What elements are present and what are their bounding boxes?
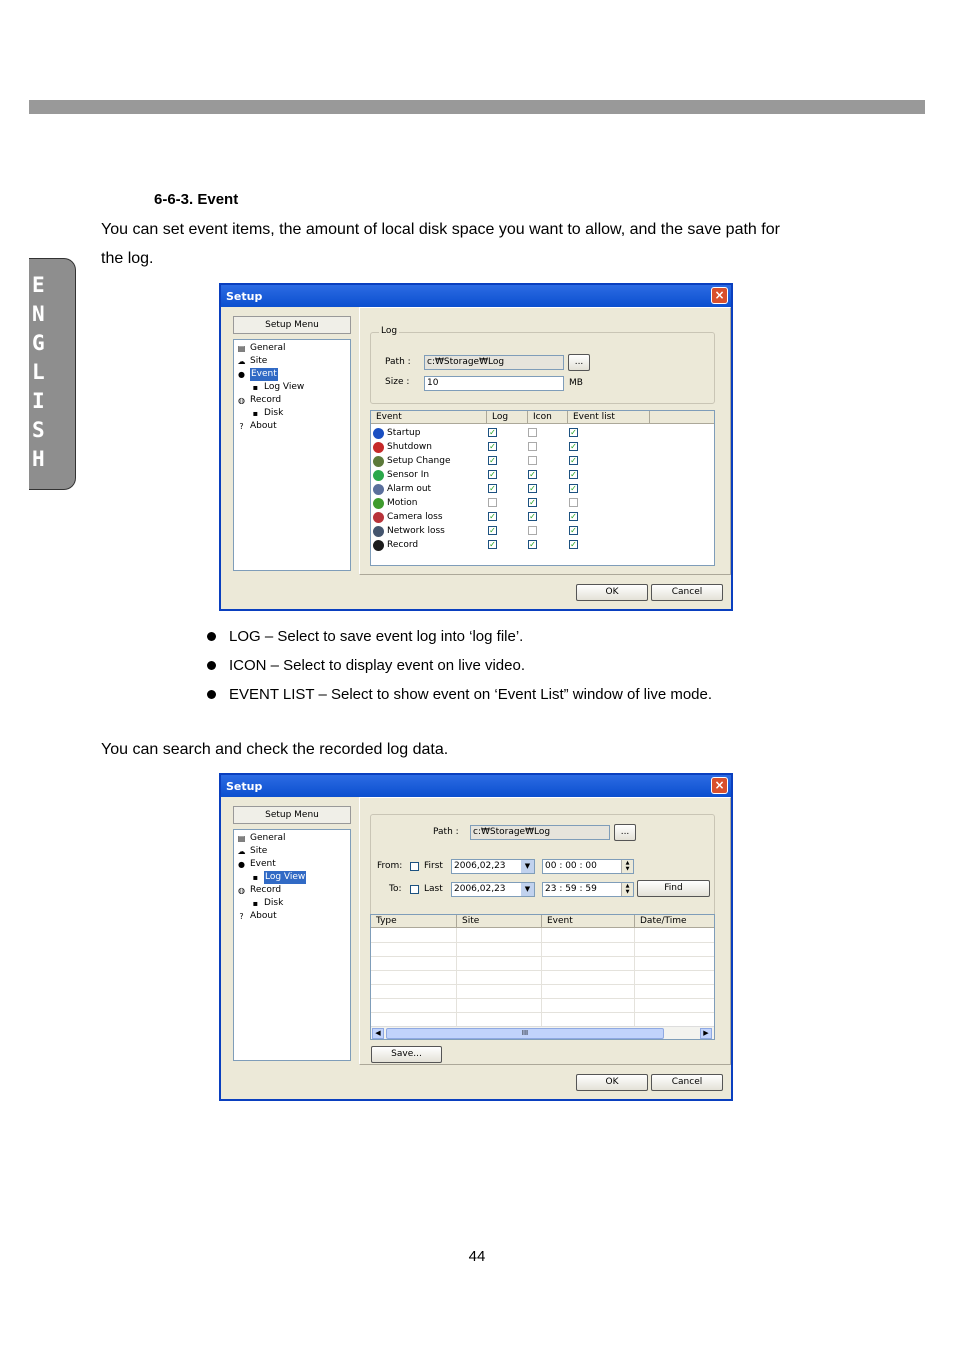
event-settings-pane xyxy=(359,307,731,575)
log-view-pane xyxy=(359,797,731,1065)
find-button[interactable]: Find xyxy=(637,880,710,897)
list-checkbox[interactable]: ✓ xyxy=(570,456,577,465)
icon-checkbox[interactable]: ✓ xyxy=(529,470,536,479)
spin-arrows-icon[interactable]: ▲ ▼ xyxy=(621,883,633,896)
language-side-tab xyxy=(29,258,76,490)
bullet-text: LOG – Select to save event log into ‘log file’. xyxy=(229,628,524,645)
last-label: Last xyxy=(424,884,443,894)
about-icon: ? xyxy=(239,421,244,431)
close-icon[interactable]: × xyxy=(711,777,728,794)
icon-checkbox[interactable] xyxy=(528,456,537,465)
column-header-event[interactable]: Event xyxy=(542,915,635,928)
tree-item-label: About xyxy=(250,911,277,921)
log-checkbox[interactable]: ✓ xyxy=(489,442,496,451)
event-name: Network loss xyxy=(387,526,445,536)
column-header-blank xyxy=(650,411,715,424)
grid-line xyxy=(371,942,715,943)
spin-arrows-icon[interactable]: ▲ ▼ xyxy=(621,860,633,873)
event-type-icon xyxy=(373,512,384,523)
to-time-value: 23 : 59 : 59 xyxy=(545,884,597,894)
side-tab-letter: I xyxy=(32,389,45,413)
size-unit: MB xyxy=(569,378,583,388)
log-group-label: Log xyxy=(381,326,398,336)
log-checkbox[interactable]: ✓ xyxy=(489,428,496,437)
log-checkbox[interactable]: ✓ xyxy=(489,540,496,549)
event-row[interactable] xyxy=(373,524,445,538)
path-label: Path : xyxy=(385,357,411,367)
side-tab-letter: N xyxy=(32,302,45,326)
setup-menu-tree xyxy=(233,339,351,571)
list-checkbox[interactable]: ✓ xyxy=(570,470,577,479)
bullet-dot-icon xyxy=(207,632,216,641)
tree-item-event[interactable] xyxy=(236,368,278,381)
icon-checkbox[interactable]: ✓ xyxy=(529,512,536,521)
tree-item-record[interactable] xyxy=(236,884,281,897)
path-label: Path : xyxy=(433,827,459,837)
log-checkbox[interactable]: ✓ xyxy=(489,526,496,535)
tree-item-label: Record xyxy=(250,395,282,405)
log-checkbox[interactable]: ✓ xyxy=(489,484,496,493)
icon-checkbox[interactable]: ✓ xyxy=(529,484,536,493)
tree-item-about[interactable] xyxy=(236,910,277,923)
column-header-icon[interactable]: Icon xyxy=(528,411,568,424)
bomb-icon: ● xyxy=(238,859,245,869)
bullet-text: ICON – Select to display event on live video. xyxy=(229,657,525,674)
bomb-icon: ● xyxy=(238,369,245,379)
tree-item-label: Event xyxy=(250,859,276,869)
event-list xyxy=(370,410,715,566)
search-group xyxy=(370,814,715,924)
icon-checkbox[interactable] xyxy=(528,442,537,451)
grid-line xyxy=(371,956,715,957)
event-type-icon xyxy=(373,526,384,537)
icon-checkbox[interactable]: ✓ xyxy=(529,540,536,549)
from-time-value: 00 : 00 : 00 xyxy=(545,861,597,871)
column-header-site[interactable]: Site xyxy=(457,915,542,928)
tree-item-general[interactable] xyxy=(236,832,285,845)
side-tab-letter: S xyxy=(32,418,45,442)
section-heading: 6-6-3. Event xyxy=(154,191,239,208)
icon-checkbox[interactable]: ✓ xyxy=(529,498,536,507)
event-name: Record xyxy=(387,540,419,550)
floppy-icon: ▪ xyxy=(252,382,259,392)
scroll-right-icon[interactable]: ▶ xyxy=(700,1028,712,1039)
side-tab-letter: E xyxy=(32,273,45,297)
general-icon: ▤ xyxy=(237,833,246,843)
tree-item-label: Log View xyxy=(265,872,306,882)
last-checkbox[interactable] xyxy=(410,885,419,894)
icon-checkbox[interactable] xyxy=(528,526,537,535)
from-label: From: xyxy=(377,861,403,871)
close-icon[interactable]: × xyxy=(711,287,728,304)
first-checkbox[interactable] xyxy=(410,862,419,871)
dialog-titlebar xyxy=(221,285,731,307)
ok-button[interactable]: OK xyxy=(576,1074,648,1091)
browse-button[interactable]: ... xyxy=(614,824,636,841)
option-bullet-list xyxy=(207,622,712,709)
event-type-icon xyxy=(373,428,384,439)
event-name: Camera loss xyxy=(387,512,443,522)
scroll-thumb[interactable]: III xyxy=(386,1028,664,1039)
horizontal-scrollbar[interactable] xyxy=(371,1026,714,1039)
event-type-icon xyxy=(373,442,384,453)
tree-item-label: Site xyxy=(250,846,268,856)
bullet-event-list xyxy=(207,680,712,709)
tree-item-label: Site xyxy=(250,356,268,366)
size-label: Size : xyxy=(385,377,410,387)
column-header-type[interactable]: Type xyxy=(371,915,457,928)
list-checkbox[interactable] xyxy=(569,498,578,507)
event-type-icon xyxy=(373,484,384,495)
tree-item-label: General xyxy=(250,833,286,843)
path-field[interactable]: c:₩Storage₩Log xyxy=(424,355,564,370)
icon-checkbox[interactable] xyxy=(528,428,537,437)
dialog-title: Setup xyxy=(226,780,263,793)
record-icon: ◍ xyxy=(238,395,245,405)
log-checkbox[interactable]: ✓ xyxy=(489,512,496,521)
event-row[interactable] xyxy=(373,538,418,552)
search-description: You can search and check the recorded log data. xyxy=(101,741,449,758)
tree-item-label: Log View xyxy=(264,382,305,392)
tree-item-general[interactable] xyxy=(236,342,285,355)
list-checkbox[interactable]: ✓ xyxy=(570,540,577,549)
page-number: 44 xyxy=(468,1248,486,1265)
event-row[interactable] xyxy=(373,454,451,468)
grid-line xyxy=(371,970,715,971)
side-tab-letter: H xyxy=(32,447,45,471)
save-button[interactable]: Save... xyxy=(371,1046,442,1063)
floppy-icon: ▪ xyxy=(252,408,259,418)
bullet-dot-icon xyxy=(207,661,216,670)
tree-item-record[interactable] xyxy=(236,394,281,407)
chevron-down-icon[interactable]: ▼ xyxy=(521,860,534,873)
floppy-icon: ▪ xyxy=(252,898,259,908)
tree-item-log-view[interactable] xyxy=(250,381,304,394)
column-header-date-time[interactable]: Date/Time xyxy=(635,915,715,928)
general-icon: ▤ xyxy=(237,343,246,353)
path-field[interactable]: c:₩Storage₩Log xyxy=(470,825,610,840)
to-date-picker[interactable] xyxy=(451,882,535,897)
event-row[interactable] xyxy=(373,496,418,510)
scroll-left-icon[interactable]: ◀ xyxy=(372,1028,384,1039)
setup-menu-header: Setup Menu xyxy=(233,316,351,334)
event-type-icon xyxy=(373,470,384,481)
tree-item-site[interactable] xyxy=(236,845,267,858)
grid-line xyxy=(371,998,715,999)
chevron-down-icon[interactable]: ▼ xyxy=(521,883,534,896)
to-time-spinner[interactable] xyxy=(542,882,634,897)
from-date-value: 2006,02,23 xyxy=(454,861,506,871)
site-icon: ☁ xyxy=(237,846,246,856)
from-date-picker[interactable] xyxy=(451,859,535,874)
setup-dialog-event xyxy=(219,283,733,611)
tree-item-site[interactable] xyxy=(236,355,267,368)
tree-item-disk[interactable] xyxy=(250,407,283,420)
to-date-value: 2006,02,23 xyxy=(454,884,506,894)
event-name: Alarm out xyxy=(387,484,432,494)
log-group xyxy=(370,326,715,404)
bullet-log xyxy=(207,622,712,651)
floppy-icon: ▪ xyxy=(252,872,259,882)
tree-item-event[interactable] xyxy=(236,858,276,871)
header-bar xyxy=(29,100,925,114)
to-label: To: xyxy=(389,884,402,894)
intro-line-2: the log. xyxy=(101,250,154,267)
size-field[interactable]: 10 xyxy=(424,376,564,391)
setup-dialog-log-view xyxy=(219,773,733,1101)
event-row[interactable] xyxy=(373,440,432,454)
tree-item-log-view[interactable] xyxy=(250,871,306,884)
log-checkbox[interactable]: ✓ xyxy=(489,470,496,479)
browse-button[interactable]: ... xyxy=(568,354,590,371)
dialog-titlebar xyxy=(221,775,731,797)
side-tab-letter: L xyxy=(32,360,45,384)
site-icon: ☁ xyxy=(237,356,246,366)
tree-item-label: About xyxy=(250,421,277,431)
about-icon: ? xyxy=(239,911,244,921)
bullet-text: EVENT LIST – Select to show event on ‘Event List” window of live mode. xyxy=(229,686,713,703)
setup-menu-tree xyxy=(233,829,351,1061)
tree-item-about[interactable] xyxy=(236,420,277,433)
dialog-title: Setup xyxy=(226,290,263,303)
tree-item-label: Disk xyxy=(264,408,284,418)
log-checkbox[interactable] xyxy=(488,498,497,507)
event-row[interactable] xyxy=(373,468,429,482)
tree-item-disk[interactable] xyxy=(250,897,283,910)
ok-button[interactable]: OK xyxy=(576,584,648,601)
column-header-event[interactable]: Event xyxy=(371,411,487,424)
setup-menu-header: Setup Menu xyxy=(233,806,351,824)
log-table xyxy=(370,914,715,1040)
from-time-spinner[interactable] xyxy=(542,859,634,874)
event-row[interactable] xyxy=(373,482,431,496)
tree-item-label: General xyxy=(250,343,286,353)
cancel-button[interactable]: Cancel xyxy=(651,1074,723,1091)
side-tab-letter: G xyxy=(32,331,45,355)
tree-item-label: Disk xyxy=(264,898,284,908)
first-label: First xyxy=(424,861,443,871)
bullet-dot-icon xyxy=(207,690,216,699)
record-icon: ◍ xyxy=(238,885,245,895)
bullet-icon xyxy=(207,651,712,680)
event-name: Motion xyxy=(387,498,418,508)
event-name: Sensor In xyxy=(387,470,430,480)
grid-line xyxy=(371,984,715,985)
list-checkbox[interactable]: ✓ xyxy=(570,484,577,493)
event-type-icon xyxy=(373,540,384,551)
event-row[interactable] xyxy=(373,426,420,440)
event-name: Startup xyxy=(387,428,421,438)
tree-item-label: Event xyxy=(251,369,277,379)
event-type-icon xyxy=(373,456,384,467)
list-checkbox[interactable]: ✓ xyxy=(570,442,577,451)
list-checkbox[interactable]: ✓ xyxy=(570,526,577,535)
event-row[interactable] xyxy=(373,510,443,524)
tree-item-label: Record xyxy=(250,885,282,895)
cancel-button[interactable]: Cancel xyxy=(651,584,723,601)
event-name: Shutdown xyxy=(387,442,432,452)
column-header-event-list[interactable]: Event list xyxy=(568,411,650,424)
list-checkbox[interactable]: ✓ xyxy=(570,512,577,521)
intro-line-1: You can set event items, the amount of local disk space you want to allow, and the save path for xyxy=(101,221,780,238)
event-type-icon xyxy=(373,498,384,509)
event-name: Setup Change xyxy=(387,456,451,466)
list-checkbox[interactable]: ✓ xyxy=(570,428,577,437)
grid-line xyxy=(371,1012,715,1013)
column-header-log[interactable]: Log xyxy=(487,411,528,424)
log-checkbox[interactable]: ✓ xyxy=(489,456,496,465)
